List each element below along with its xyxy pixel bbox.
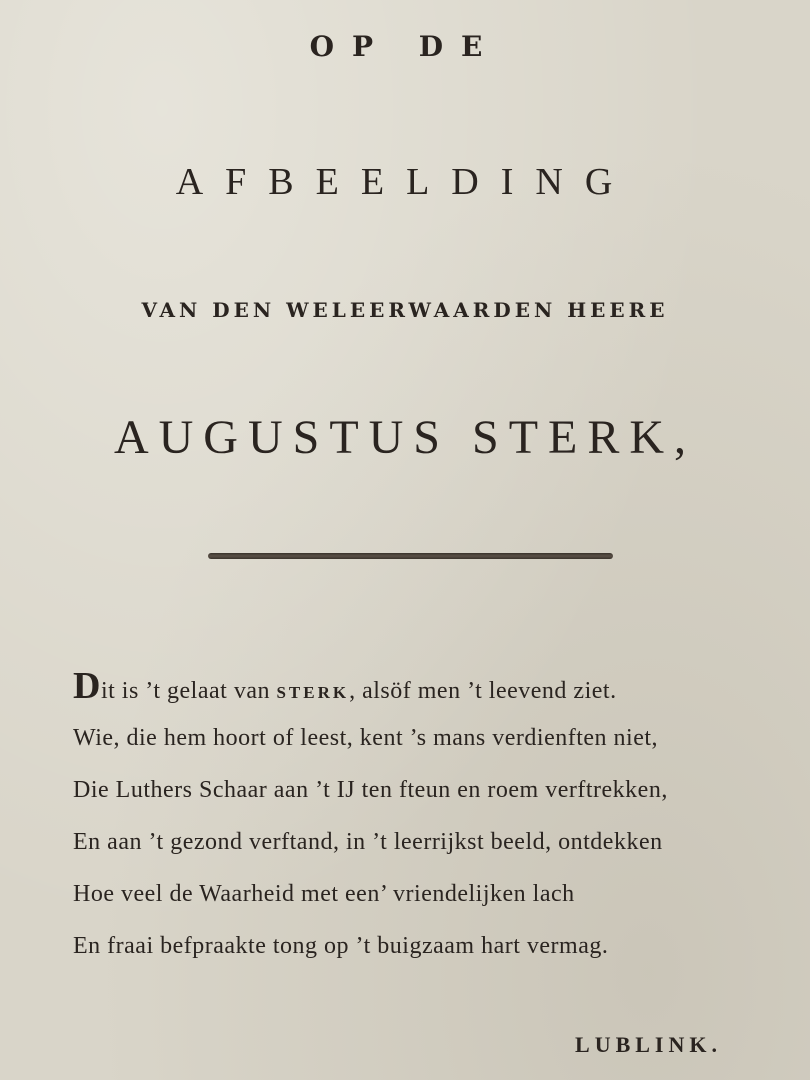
poem-line-1-name: STERK — [276, 683, 350, 702]
heading-afbeelding: AFBEELDING — [175, 161, 635, 203]
signature: LUBLINK. — [575, 1032, 722, 1057]
poem — [73, 660, 773, 972]
decorative-rule — [208, 553, 613, 559]
poem-line-6: En fraai befpraakte tong op ’t buigzaam hart vermag. — [73, 933, 609, 959]
poem-line-5: Hoe veel de Waarheid met een’ vriendelijken lach — [73, 881, 575, 907]
drop-cap: D — [73, 665, 101, 707]
poem-line-1 — [73, 660, 773, 712]
heading-name: AUGUSTUS STERK, — [113, 411, 697, 464]
poem-line-1-after: , alsöf men ’t leevend ziet. — [349, 678, 617, 704]
poem-line-4: En aan ’t gezond verftand, in ’t leerrijkst beeld, ontdekken — [73, 829, 663, 855]
poem-line-1-before: it is ’t gelaat van — [100, 678, 277, 704]
poem-line-3: Die Luthers Schaar aan ’t IJ ten fteun en roem verftrekken, — [73, 777, 668, 803]
heading-op-de: OP DE — [309, 30, 501, 63]
poem-line-2: Wie, die hem hoort of leest, kent ’s mans verdienften niet, — [73, 725, 659, 751]
heading-subtitle: VAN DEN WELEERWAARDEN HEERE — [141, 298, 669, 322]
